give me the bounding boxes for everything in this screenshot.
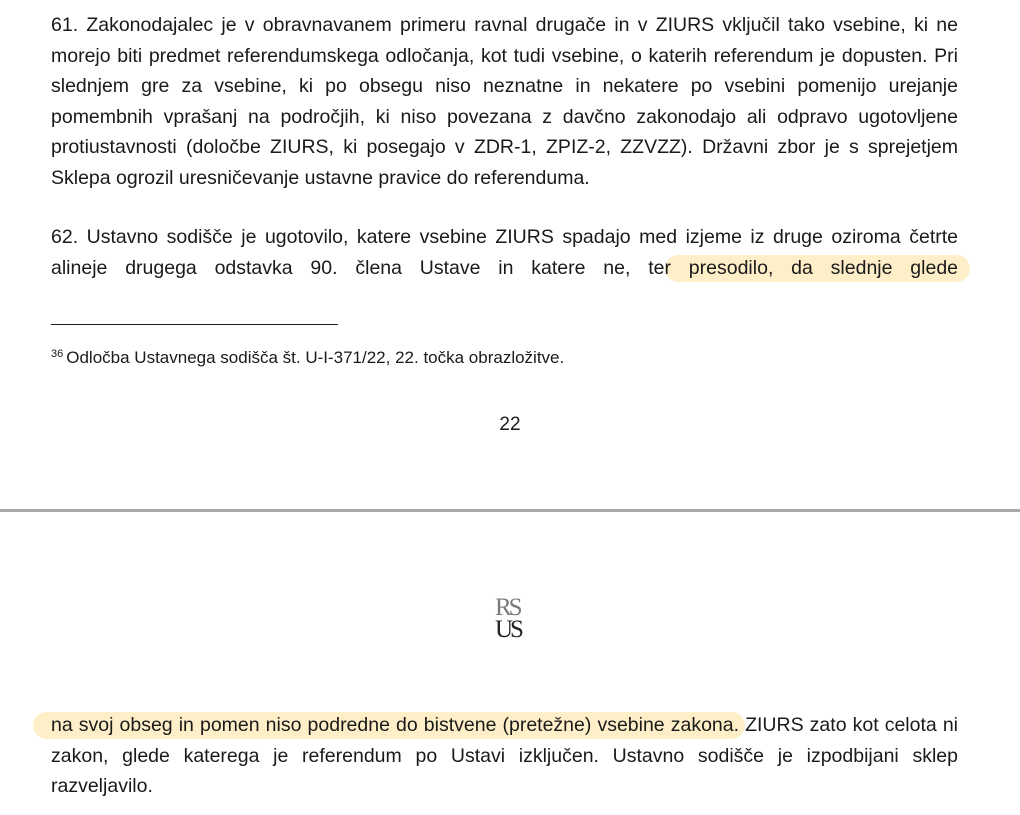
paragraph-62-continued-text: ZIURS zato kot celota ni zakon, glede katerega je referendum po Ustavi izključen. Ustavno sodišče je izpodbijani sklep razveljavilo. <box>51 714 958 797</box>
page-number: 22 <box>499 414 521 435</box>
text-highlight[interactable]: r presodilo, da slednje glede <box>665 255 971 282</box>
court-logo <box>492 595 538 645</box>
footnote-divider <box>51 324 338 325</box>
footnote-number: 36 <box>51 348 64 360</box>
text-highlight[interactable]: na svoj obseg in pomen niso podredne do bistvene (pretežne) vsebine zakona. <box>33 712 745 739</box>
paragraph-62-continued <box>51 710 958 802</box>
paragraph-62 <box>51 222 958 283</box>
logo-us-text: US <box>495 616 521 643</box>
paragraph-62-text: 62. Ustavno sodišče je ugotovilo, katere vsebine ZIURS spadajo med izjeme iz druge oziroma četrte alineje drugega odstavka 90. člena Ustave in katere ne, te <box>51 226 958 279</box>
footnote-text: Odločba Ustavnega sodišča št. U-I-371/22, 22. točka obrazložitve. <box>66 348 565 367</box>
logo-rs-text: RS <box>495 594 520 621</box>
footnote <box>51 342 564 370</box>
document-page-23 <box>0 512 1020 815</box>
paragraph-61: 61. Zakonodajalec je v obravnavanem primeru ravnal drugače in v ZIURS vključil tako vsebine, ki ne morejo biti predmet referendumskega odločanja, kot tudi vsebine, o katerih referendum je dopusten. Pri slednjem gre za vsebine, ki po obsegu niso neznatne in nekatere po vsebini pomenijo urejanje pomembnih vprašanj na področjih, ki niso povezana z davčno zakonodajo ali odpravo ugotovljene protiustavnosti (določbe ZIURS, ki posegajo v ZDR-1, ZPIZ-2, ZZVZZ). Državni zbor je s sprejetjem Sklepa ogrozil uresničevanje ustavne pravice do referenduma. <box>51 14 958 189</box>
